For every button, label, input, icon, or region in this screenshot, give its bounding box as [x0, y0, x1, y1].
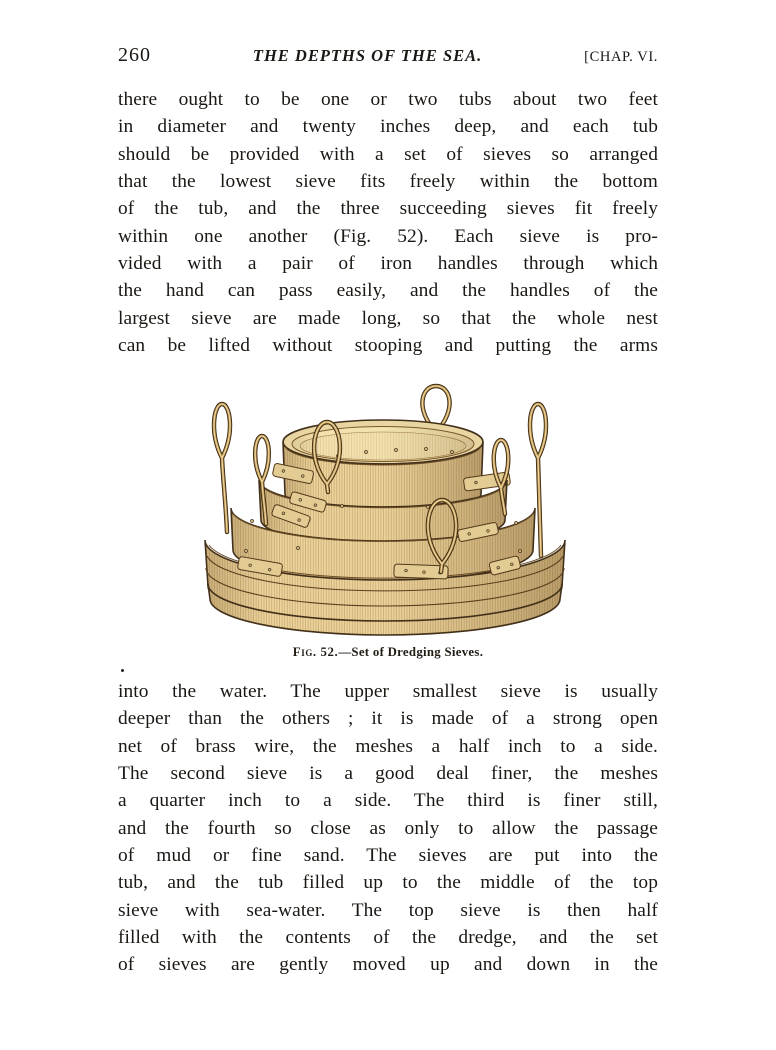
text-line: largest sieve are made long, so that the whole nest	[118, 307, 658, 329]
figure-caption-text: —Set of Dredging Sieves.	[338, 645, 484, 659]
figure-caption	[0, 645, 776, 660]
text-line: sieve with sea-water. The top sieve is then half	[118, 899, 658, 921]
text-line: that the lowest sieve fits freely within the bottom	[118, 171, 658, 193]
text-line: of mud or fine sand. The sieves are put into the	[118, 845, 658, 867]
dredging-sieves-illustration	[190, 374, 580, 638]
figure-52	[190, 374, 580, 638]
text-line: tub, and the tub filled up to the middle of the top	[118, 872, 658, 894]
page-number: 260	[118, 44, 151, 66]
running-title: THE DEPTHS OF THE SEA.	[252, 46, 483, 65]
chapter-reference: [CHAP. VI.	[584, 49, 658, 65]
text-line: a quarter inch to a side. The third is finer still,	[118, 790, 658, 812]
text-line: vided with a pair of iron handles through which	[118, 253, 658, 275]
text-line: deeper than the others ; it is made of a strong open	[118, 708, 658, 730]
paragraph-1	[118, 86, 658, 359]
page-header	[118, 44, 658, 67]
text-line: of the tub, and the three succeeding sieves fit freely	[118, 198, 658, 220]
text-line: the hand can pass easily, and the handles of the	[118, 280, 658, 302]
text-line: of sieves are gently moved up and down in the	[118, 954, 658, 976]
text-line: into the water. The upper smallest sieve is usually	[118, 681, 658, 702]
text-line: within one another (Fig. 52). Each sieve is pro-	[118, 225, 658, 247]
text-line: should be provided with a set of sieves so arranged	[118, 143, 658, 165]
paragraph-2	[118, 678, 658, 979]
text-line: in diameter and twenty inches deep, and each tub	[118, 116, 658, 138]
text-line: net of brass wire, the meshes a half inch to a side.	[118, 735, 658, 757]
stray-ink-dot	[121, 669, 124, 672]
text-line: The second sieve is a good deal finer, the meshes	[118, 763, 658, 785]
text-line: and the fourth so close as only to allow the passage	[118, 817, 658, 839]
handle-long-left	[214, 404, 230, 532]
text-line: there ought to be one or two tubs about two feet	[118, 89, 658, 110]
text-line: can be lifted without stooping and putting the arms	[118, 335, 658, 357]
figure-caption-label: Fig. 52.	[292, 645, 339, 659]
text-line: filled with the contents of the dredge, and the set	[118, 927, 658, 949]
